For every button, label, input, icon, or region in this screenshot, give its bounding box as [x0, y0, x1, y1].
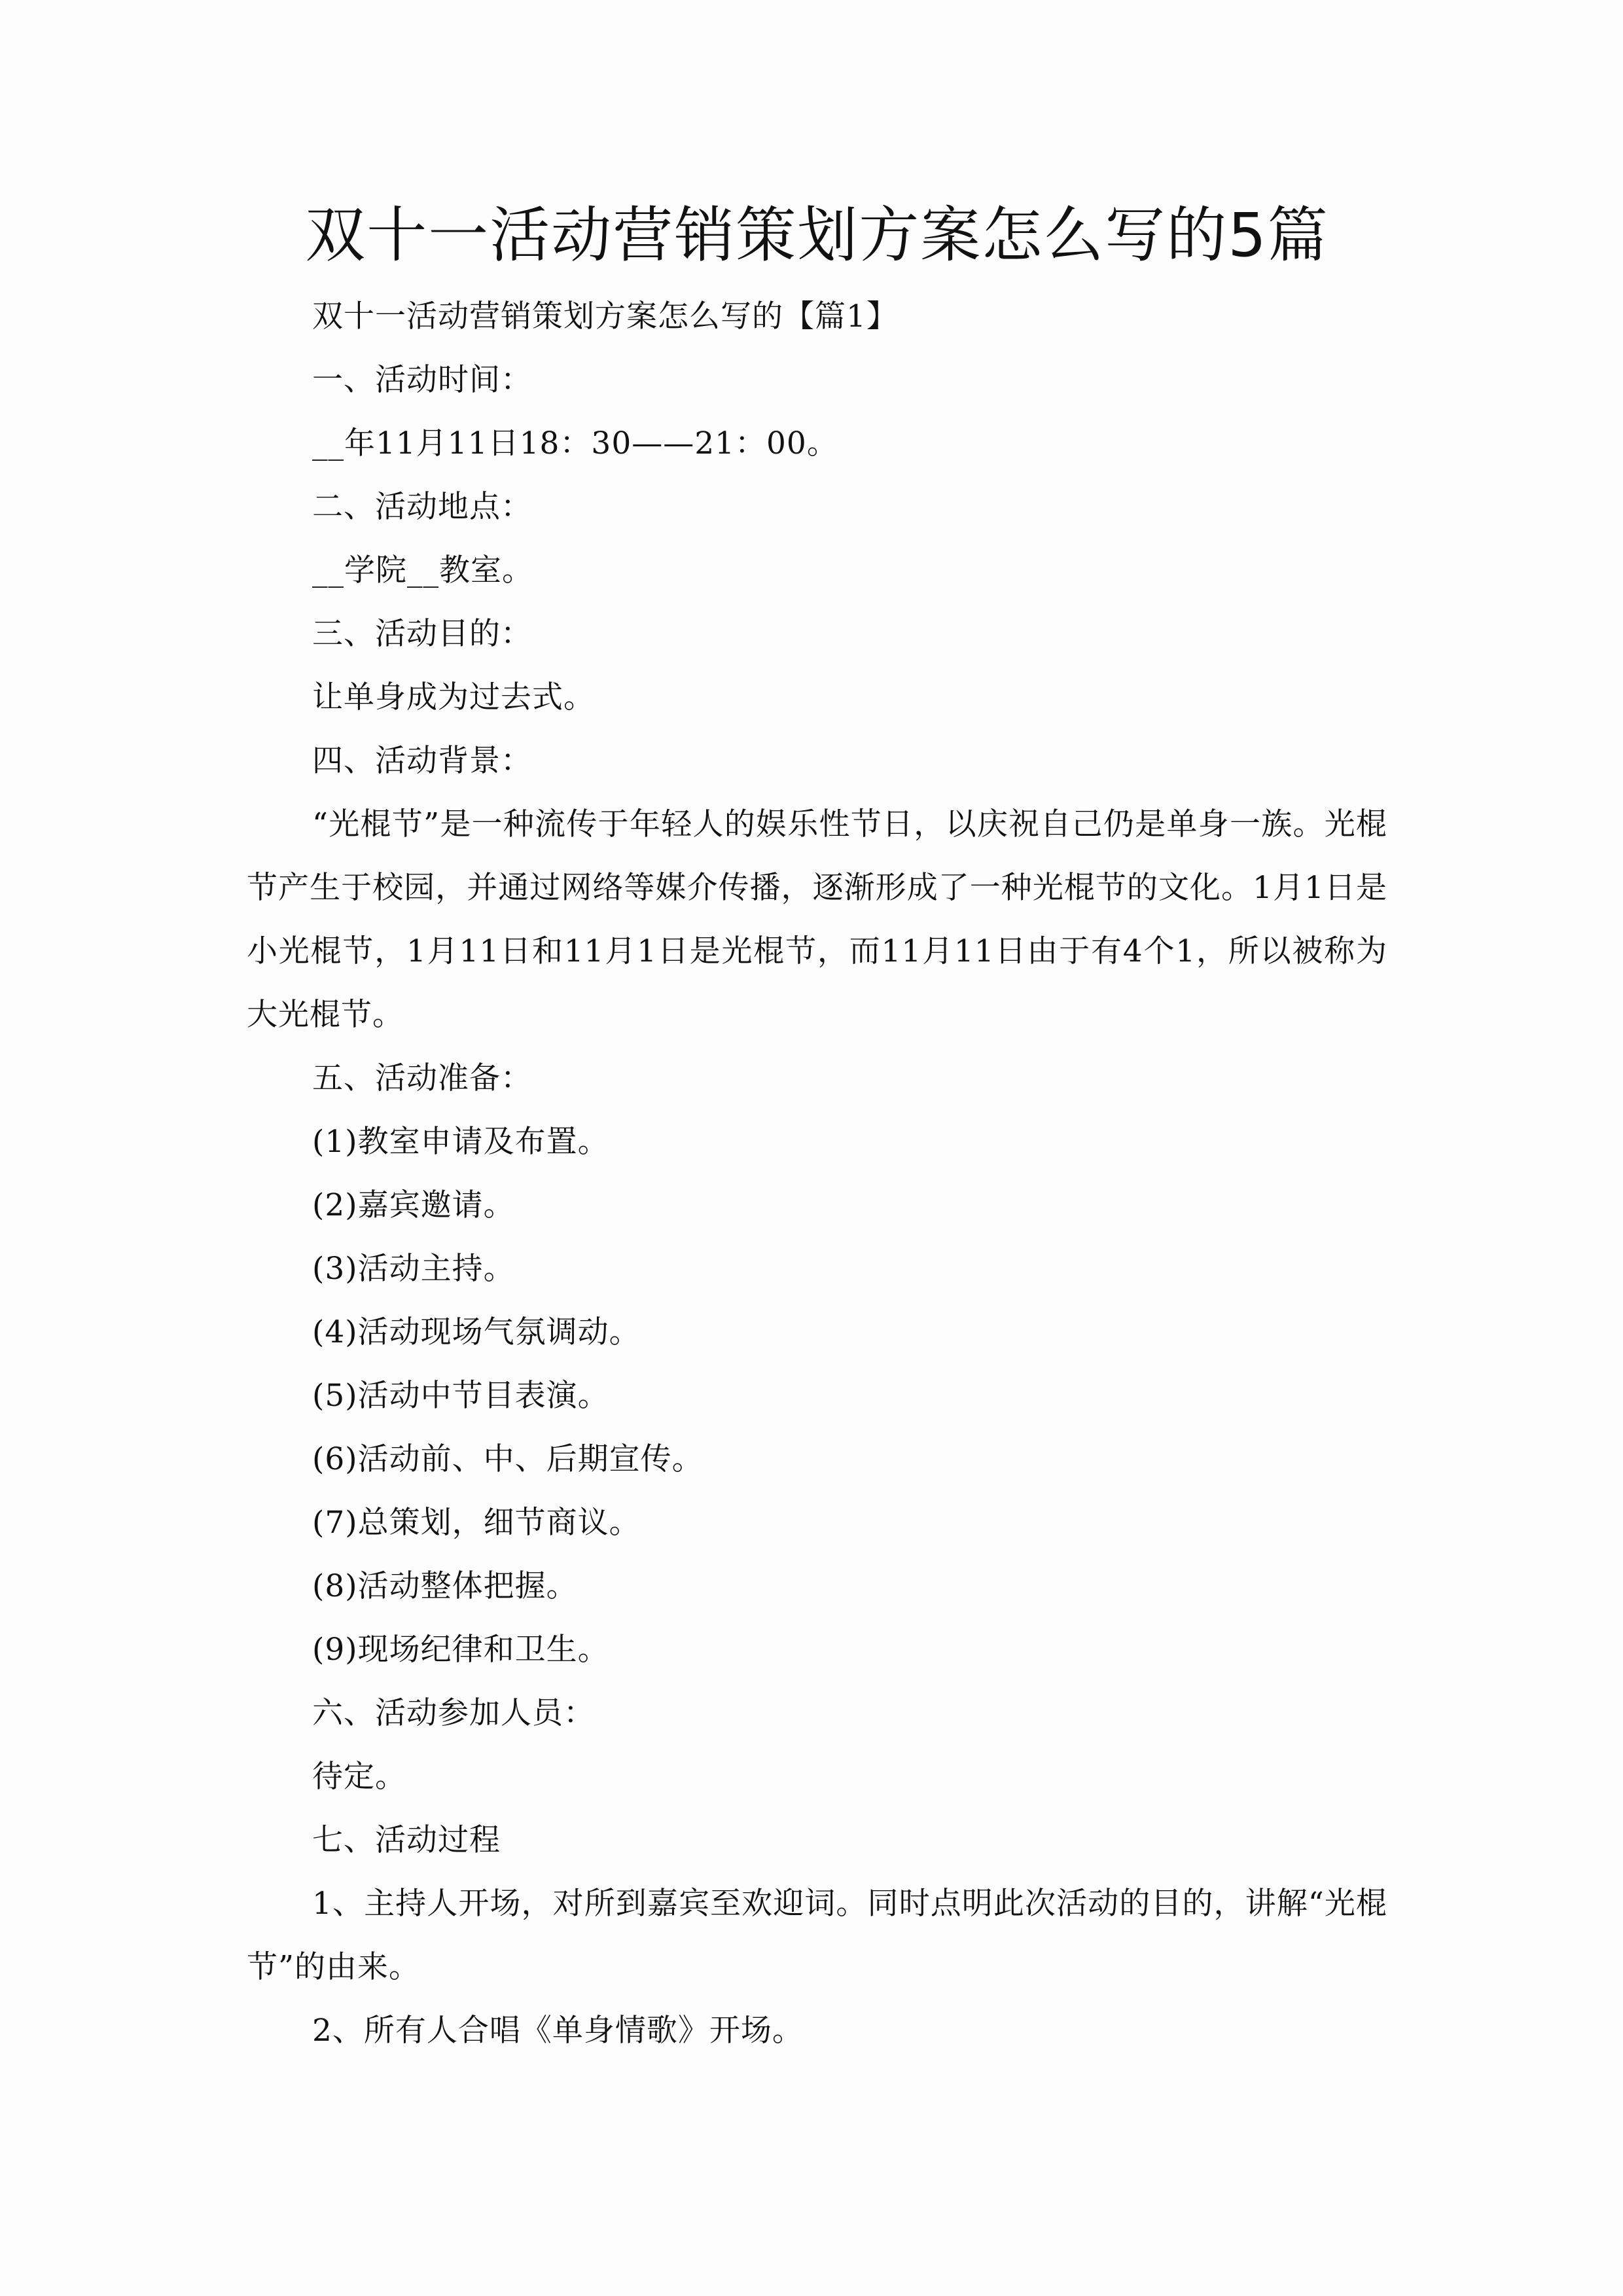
heading-activity-process: 七、活动过程 [312, 1822, 501, 1858]
preparation-item: (3)活动主持。 [312, 1251, 515, 1287]
process-step: 2、所有人合唱《单身情歌》开场。 [312, 2013, 804, 2049]
preparation-item: (9)现场纪律和卫生。 [312, 1632, 609, 1668]
heading-activity-purpose: 三、活动目的： [312, 616, 532, 652]
activity-time-value: __年11月11日18：30——21：00。 [312, 425, 838, 461]
document-title: 双十一活动营销策划方案怎么写的5篇 [305, 200, 1329, 270]
activity-background-text: “光棍节”是一种流传于年轻人的娱乐性节日，以庆祝自己仍是单身一族。光棍节产生于校园，并通过网络等媒介传播，逐渐形成了一种光棍节的文化。1月1日是小光棍节，1月11日和11月1日是光棍节，而11月11日由于有4个1，所以被称为大光棍节。 [247, 806, 1387, 1033]
preparation-item: (4)活动现场气氛调动。 [312, 1314, 641, 1350]
participants-value: 待定。 [312, 1759, 406, 1795]
preparation-item: (2)嘉宾邀请。 [312, 1187, 515, 1223]
section-heading-part-1: 双十一活动营销策划方案怎么写的【篇1】 [312, 298, 898, 334]
process-step: 1、主持人开场，对所到嘉宾至欢迎词。同时点明此次活动的目的，讲解“光棍节”的由来。 [247, 1886, 1387, 1985]
activity-location-value: __学院__教室。 [312, 552, 533, 588]
heading-participants: 六、活动参加人员： [312, 1695, 595, 1731]
heading-activity-location: 二、活动地点： [312, 489, 532, 525]
heading-activity-preparation: 五、活动准备： [312, 1060, 532, 1096]
preparation-item: (6)活动前、中、后期宣传。 [312, 1441, 704, 1477]
preparation-item: (7)总策划，细节商议。 [312, 1505, 641, 1541]
preparation-item: (5)活动中节目表演。 [312, 1378, 609, 1414]
heading-activity-background: 四、活动背景： [312, 743, 532, 779]
preparation-item: (1)教室申请及布置。 [312, 1124, 609, 1160]
preparation-item: (8)活动整体把握。 [312, 1568, 578, 1604]
heading-activity-time: 一、活动时间： [312, 362, 532, 398]
document-body [247, 285, 1387, 2062]
activity-purpose-value: 让单身成为过去式。 [312, 679, 595, 715]
